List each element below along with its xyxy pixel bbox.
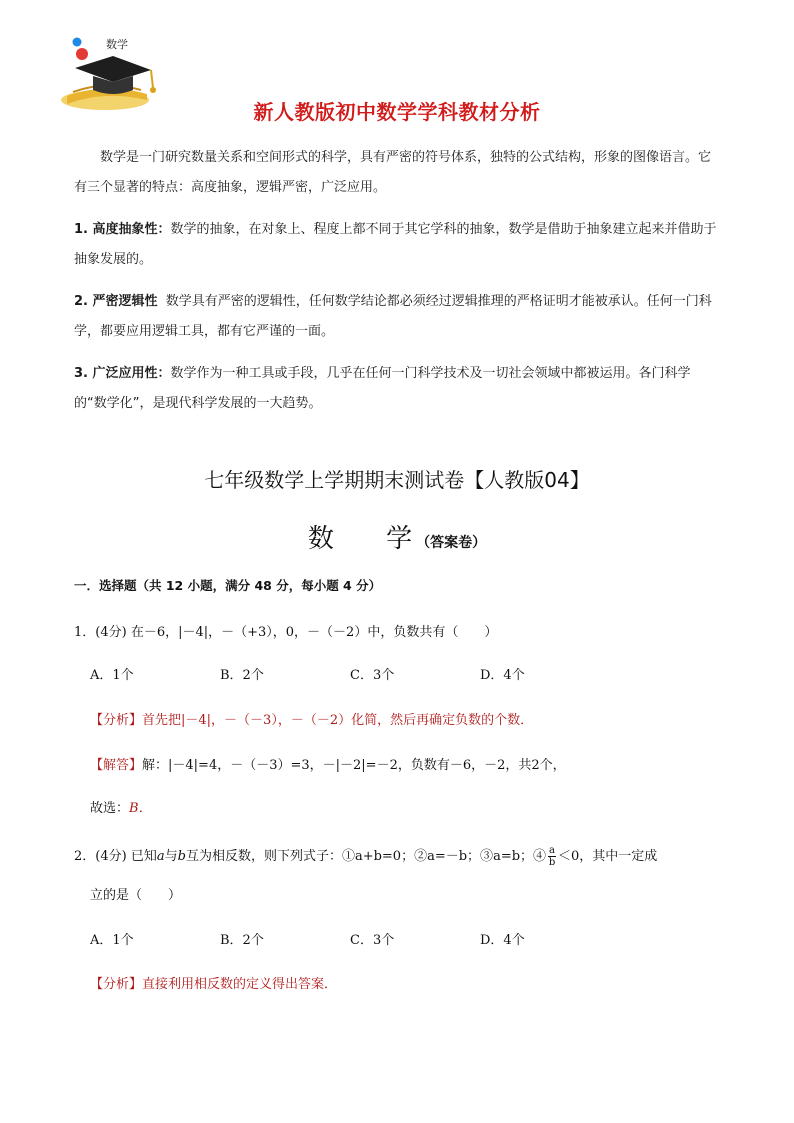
- analysis-text: 首先把|－4|，－（－3），－（－2）化简，然后再确定负数的个数．: [142, 713, 534, 728]
- var-a: a: [156, 849, 165, 864]
- var-b: b: [177, 849, 186, 864]
- question-1-choice: [90, 797, 152, 816]
- point-text: 数学作为一种工具或手段，几乎在任何一门科学技术及一切社会领域中都被运用。各门科学的“数学化”，是现代科学发展的一大趋势。: [74, 366, 691, 411]
- question-1-stem: 1．(4分) 在－6，|－4|，－（+3），0，－（－2）中，负数共有（ ）: [74, 625, 498, 640]
- question-1-analysis: [90, 709, 533, 728]
- option-a: A．1个: [90, 933, 134, 948]
- option-c: C．3个: [350, 933, 395, 948]
- page-title: 新人教版初中数学学科教材分析: [253, 100, 541, 124]
- point-text: 数学的抽象，在对象上、程度上都不同于其它学科的抽象，数学是借助于抽象建立起来并借助于抽象发展的。: [74, 222, 717, 267]
- question-1-solution: [90, 754, 566, 773]
- stem-part: 与: [164, 849, 178, 864]
- stem-part: 互为相反数，则下列式子：①: [185, 849, 355, 864]
- option-a: A．1个: [90, 668, 134, 683]
- choice-prefix: 故选：: [90, 801, 130, 816]
- exam-title: 七年级数学上学期期末测试卷【人教版04】: [204, 468, 590, 492]
- fraction-numerator: a: [549, 845, 555, 856]
- fraction-denominator: b: [548, 857, 556, 868]
- point-application: [74, 359, 722, 419]
- option-b: B．2个: [220, 933, 264, 948]
- expression-3: a=b；④: [493, 849, 547, 864]
- point-logic: [74, 287, 722, 347]
- point-label: 1. 高度抽象性：: [74, 222, 171, 237]
- section-heading: 一．选择题（共 12 小题，满分 48 分，每小题 4 分）: [74, 578, 382, 593]
- point-abstract: [74, 215, 722, 275]
- subject-note: （答案卷）: [416, 535, 487, 551]
- subject-heading: [0, 518, 794, 555]
- intro-paragraph: 数学是一门研究数量关系和空间形式的科学，具有严密的符号体系，独特的公式结构，形象的图像语言。它有三个显著的特点：高度抽象，逻辑严密，广泛应用。: [74, 150, 712, 195]
- question-2-options: [90, 929, 610, 948]
- question-2-analysis: [90, 973, 337, 992]
- option-d: D．4个: [480, 933, 525, 948]
- analysis-text: 直接利用相反数的定义得出答案．: [142, 977, 338, 992]
- solution-text: 解：|－4|=4，－（－3）=3，－|－2|=－2，负数有－6，－2，共2个，: [142, 758, 566, 773]
- point-label: 2. 严密逻辑性: [74, 294, 158, 309]
- option-d: D．4个: [480, 668, 525, 683]
- point-text: 数学具有严密的逻辑性，任何数学结论都必须经过逻辑推理的严格证明才能被承认。任何一门科学，都要应用逻辑工具，都有它严谨的一面。: [74, 294, 712, 339]
- logo-label: 数学: [106, 38, 128, 51]
- expression-4: ＜0，其中一定成: [558, 849, 658, 864]
- question-1-options: [90, 664, 610, 683]
- point-label: 3. 广泛应用性：: [74, 366, 171, 381]
- question-2-stem: [74, 845, 657, 868]
- choice-answer: B．: [129, 801, 152, 816]
- expression-1: a+b=0；②: [354, 849, 428, 864]
- question-2-stem-end: 立的是（ ）: [90, 888, 182, 903]
- fraction: [548, 845, 556, 868]
- expression-2: a=－b；③: [427, 849, 494, 864]
- option-b: B．2个: [220, 668, 264, 683]
- option-c: C．3个: [350, 668, 395, 683]
- subject-name: 数 学: [307, 524, 435, 554]
- solution-tag: 【解答】: [90, 758, 143, 773]
- analysis-tag: 【分析】: [90, 713, 143, 728]
- stem-part: 2．(4分) 已知: [74, 849, 157, 864]
- analysis-tag: 【分析】: [90, 977, 143, 992]
